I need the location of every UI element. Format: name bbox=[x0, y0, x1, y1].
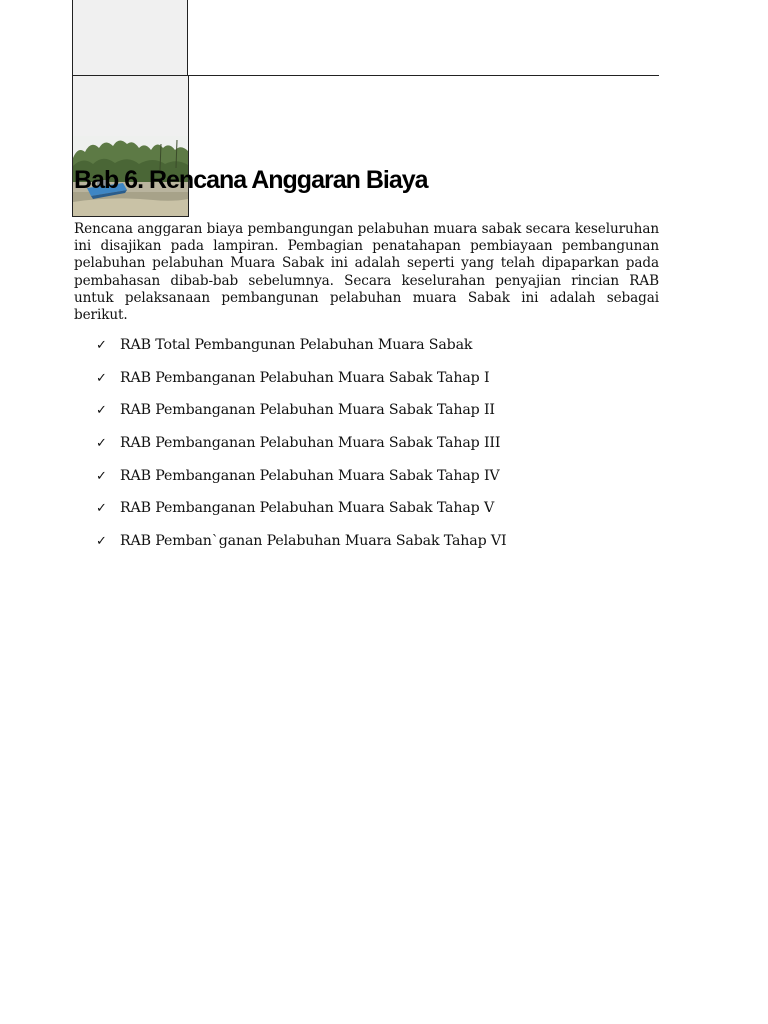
list-item-label: RAB Pembanganan Pelabuhan Muara Sabak Tahap III bbox=[120, 435, 501, 452]
list-item bbox=[96, 533, 506, 566]
checkmark-icon: ✓ bbox=[96, 534, 107, 550]
list-item bbox=[96, 337, 506, 370]
list-item bbox=[96, 500, 506, 533]
checkmark-icon: ✓ bbox=[96, 501, 107, 517]
list-item-label: RAB Pembanganan Pelabuhan Muara Sabak Tahap IV bbox=[120, 467, 500, 484]
harbor-photo bbox=[72, 76, 189, 217]
list-item-label: RAB Pembanganan Pelabuhan Muara Sabak Tahap V bbox=[120, 500, 495, 517]
chapter-title: Bab 6. Rencana Anggaran Biaya bbox=[74, 166, 428, 194]
list-item bbox=[96, 468, 506, 501]
list-item-label: RAB Pembanganan Pelabuhan Muara Sabak Tahap I bbox=[120, 369, 490, 386]
list-item bbox=[96, 370, 506, 403]
list-item-label: RAB Total Pembangunan Pelabuhan Muara Sabak bbox=[120, 337, 473, 353]
list-item-label: RAB Pembanganan Pelabuhan Muara Sabak Tahap II bbox=[120, 402, 495, 419]
list-item bbox=[96, 402, 506, 435]
list-item bbox=[96, 435, 506, 468]
checkmark-icon: ✓ bbox=[96, 436, 107, 452]
intro-paragraph: Rencana anggaran biaya pembangungan pelabuhan muara sabak secara keseluruhan ini disajikan pada lampiran. Pembagian penatahapan pembiayaan pembangunan pelabuhan pelabuhan Muara Sabak ini adalah seperti yang telah dipaparkan pada pembahasan dibab-bab sebelumnya. Secara keselurahan penyajian rincian RAB untuk pelaksanaan pembangunan pelabuhan muara Sabak ini adalah sebagai berikut. bbox=[74, 221, 659, 324]
checkmark-icon: ✓ bbox=[96, 468, 107, 484]
header-gray-panel bbox=[72, 0, 188, 75]
checkmark-icon: ✓ bbox=[96, 403, 107, 419]
checkmark-icon: ✓ bbox=[96, 370, 107, 386]
list-item-label: RAB Pemban`ganan Pelabuhan Muara Sabak Tahap VI bbox=[120, 533, 507, 550]
rab-list bbox=[96, 337, 506, 566]
checkmark-icon: ✓ bbox=[96, 338, 107, 353]
